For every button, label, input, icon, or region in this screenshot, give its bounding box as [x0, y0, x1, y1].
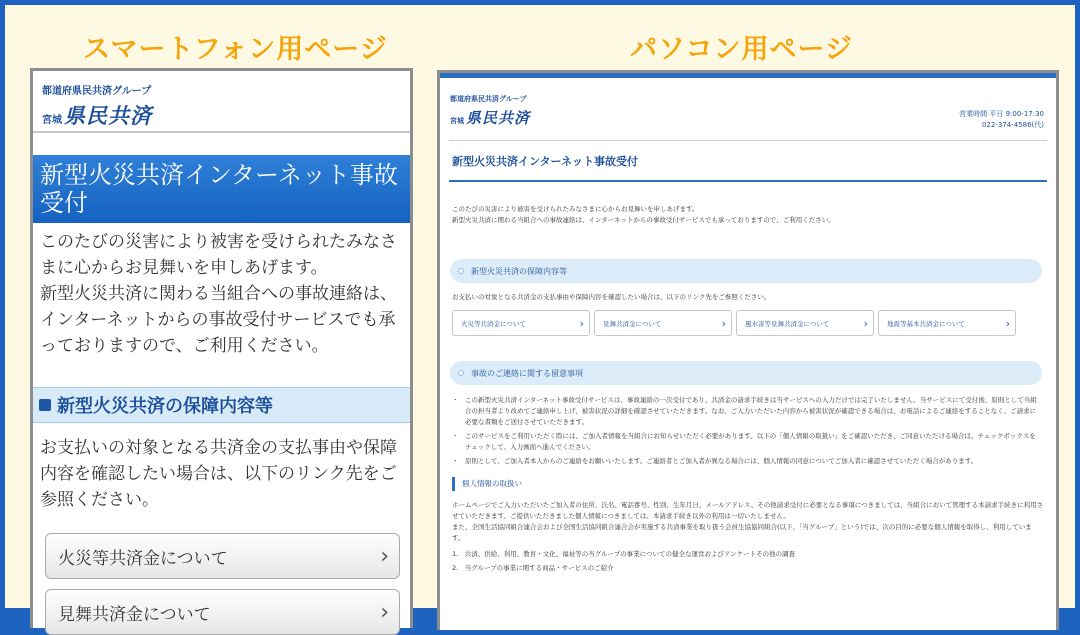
pc-coverage-note: お支払いの対象となる共済金の支払事由や保障内容を確認したい場合は、以下のリンク先をご参照ください。 [452, 293, 771, 301]
chevron-right-icon: › [1005, 316, 1010, 330]
pc-link-sympathy[interactable] [594, 310, 732, 336]
pc-section-notes-title: 事故のご連絡に関する留意事項 [471, 368, 583, 378]
pc-link-label: 見舞共済金について [603, 319, 662, 328]
pc-page [437, 70, 1059, 630]
sp-intro-2: 新型火災共済に関わる当組合への事故連絡は、インターネットからの事故受付サービスでも承っておりますので、ご利用ください。 [40, 284, 397, 356]
pc-intro [452, 204, 1046, 226]
pc-header [440, 78, 1056, 140]
logo[interactable] [42, 100, 410, 130]
sp-button-sympathy[interactable] [45, 589, 400, 635]
chevron-right-icon: › [380, 599, 389, 625]
chevron-right-icon: › [721, 316, 726, 330]
logo-name: 県民共済 [64, 104, 152, 128]
pc-privacy-text [452, 500, 1044, 544]
list-item: 2. 当グループの事業に関する商品・サービスのご紹介 [452, 564, 614, 572]
pc-privacy-title: 個人情報の取扱い [452, 477, 1046, 491]
pc-title-box [449, 140, 1047, 182]
pc-purpose-list [452, 549, 1044, 574]
phone-number: 022-374-4586(代) [981, 121, 1044, 129]
list-item: 1. 共済、供給、利用、教育・文化、福祉等の当グループの事業についての健全な運営およびアンケートその他の調査 [452, 550, 796, 558]
logo-org: 都道府県民共済グループ [42, 86, 152, 97]
pc-link-storm[interactable] [736, 310, 874, 336]
pc-intro-1: このたびの災害により被害を受けられたみなさまに心からお見舞いを申しあげます。 [452, 205, 699, 213]
smartphone-heading: スマートフォン用ページ [83, 34, 388, 65]
business-hours: 営業時間 平日 9:00-17:30 [959, 110, 1044, 118]
pc-section-coverage-title: 新型火災共済の保障内容等 [471, 266, 567, 276]
sp-section-body: お支払いの対象となる共済金の支払事由や保障内容を確認したい場合は、以下のリンク先をご参照ください。 [40, 438, 397, 510]
circle-bullet-icon [458, 268, 464, 274]
pc-link-earthquake[interactable] [878, 310, 1016, 336]
chevron-right-icon: › [579, 316, 584, 330]
pc-contact-info [959, 109, 1044, 131]
pc-privacy-p2: また、全国生活協同組合連合会および全国生活協同組合連合会が実施する共済事業を取り扱う会員生協協同組合(以下、「当グループ」という)では、次の目的に必要な個人情報を取得し、利用しています。 [452, 523, 1032, 542]
sp-button-fire-label: 火災等共済金について [58, 548, 228, 569]
sp-button-sympathy-label: 見舞共済金について [58, 604, 211, 625]
pc-link-label: 風水害等見舞共済金について [745, 319, 830, 328]
pc-privacy-p1: ホームページでご入力いただいたご加入者の住所、氏名、電話番号、性別、生年月日、メールアドレス、その他請求受付に必要となる事項につきましては、当組合において管理する本請求手続きに利用させていただきます。ご提供いただきました個人情報につきましては、本請求手続き以外の利用は一切いたしません。 [452, 501, 1044, 520]
list-item: ・ 原則として、ご加入者本人からのご連絡をお願いいたします。ご連絡者とご加入者が異なる場合には、個人情報の同意についてご加入者に確認させていただく場合があります。 [452, 456, 1042, 467]
logo-city: 宮城 [42, 115, 62, 126]
square-bullet-icon [39, 399, 51, 411]
logo-name: 県民共済 [466, 109, 531, 127]
sp-button-fire[interactable] [45, 533, 400, 579]
circle-bullet-icon [458, 370, 464, 376]
pc-link-label: 地震等基本共済金について [887, 319, 965, 328]
smartphone-page [30, 68, 413, 628]
pc-section-coverage [450, 259, 1042, 283]
logo-org: 都道府県民共済グループ [450, 95, 527, 103]
sp-header [33, 71, 410, 133]
sp-page-title: 新型火災共済インターネット事故受付 [33, 155, 410, 223]
pc-link-label: 火災等共済金について [461, 319, 526, 328]
sp-intro-1: このたびの災害により被害を受けられたみなさまに心からお見舞いを申しあげます。 [40, 232, 397, 278]
list-item: ・ この新型火災共済インターネット事故受付サービスは、事故連絡の一次受付であり、共済金の請求手続きは当サービスへの入力だけでは完了いたしません。当サービスにて受付後、原則として当組合の担当者より改めてご連絡申し上げ、被害状況の詳細を確認させていただきます。なお、ご入力いただいた内容から被害状況が確認できる場合は、お電話によるご連絡をすることなく、ご請求に必要な書類をご送付させていただきます。 [452, 395, 1042, 428]
list-item: ・ このサービスをご利用いただく際には、ご加入者情報を当組合にお知らせいただく必要があります。以下の「個人情報の取扱い」をご確認いただき、ご同意いただける場合は、チェックボックスをチェックして、入力画面へ進んでください。 [452, 431, 1042, 453]
pc-link-fire[interactable] [452, 310, 590, 336]
sp-section-header [33, 387, 410, 423]
pc-page-title: 新型火災共済インターネット事故受付 [452, 154, 639, 168]
chevron-right-icon: › [863, 316, 868, 330]
logo-city: 宮城 [450, 117, 464, 125]
canvas [5, 5, 1075, 625]
pc-section-notes [450, 361, 1042, 385]
pc-link-row [452, 310, 1046, 336]
chevron-right-icon: › [380, 543, 389, 569]
sp-section-title: 新型火災共済の保障内容等 [57, 396, 273, 417]
pc-notes-list [452, 395, 1042, 467]
sp-intro [33, 223, 410, 359]
pc-heading: パソコン用ページ [630, 34, 853, 65]
pc-intro-2: 新型火災共済に関わる当組合への事故連絡は、インターネットからの事故受付サービスでも承っておりますので、ご利用ください。 [452, 216, 835, 224]
